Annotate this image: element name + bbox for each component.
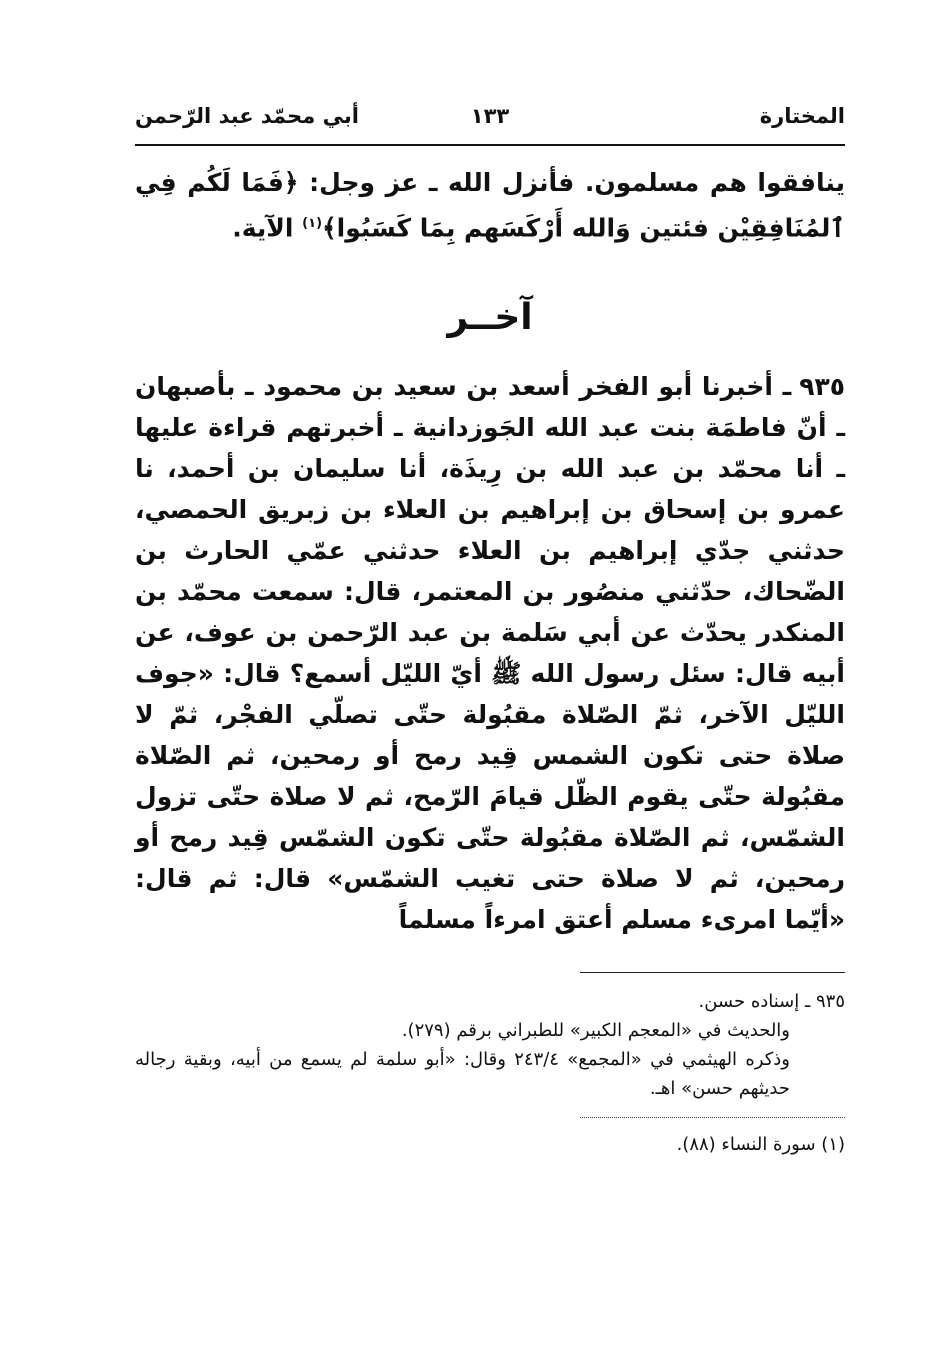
footnotes bbox=[135, 987, 845, 1159]
intro-paragraph bbox=[135, 162, 845, 248]
footnote-marker: (١) bbox=[302, 216, 323, 231]
hadith-paragraph bbox=[135, 366, 845, 940]
header-rule bbox=[135, 144, 845, 146]
running-header bbox=[135, 100, 845, 136]
hadith-number: ٩٣٥ bbox=[799, 372, 845, 402]
footnote-line: ٩٣٥ ـ إسناده حسن. bbox=[698, 991, 845, 1013]
footnote-line: والحديث في «المعجم الكبير» للطبراني برقم (٢٧٩). bbox=[401, 1020, 790, 1042]
intro-text: ينافقوا هم مسلمون. فأنزل الله ـ عز وجل: ﴿فَمَا لَكُم فِي ٱلمُنَافِقِيْن فئتين وَالله أَرْكَسَهم بِمَا كَسَبُوا﴾ bbox=[135, 168, 845, 243]
footnote-reference: (١) سورة النساء (٨٨). bbox=[676, 1134, 845, 1156]
page-number: ١٣٣ bbox=[470, 104, 510, 128]
footnote-separator bbox=[580, 972, 845, 973]
book-title: المختارة bbox=[759, 104, 845, 128]
footnote-dotted-separator bbox=[580, 1117, 845, 1118]
author-name: أبي محمّد عبد الرّحمن bbox=[135, 104, 359, 128]
footnote-line: وذكره الهيثمي في «المجمع» ٢٤٣/٤ وقال: «أبو سلمة لم يسمع من أبيه، وبقية رجاله حديثهم حسن» اهـ. bbox=[135, 1049, 791, 1100]
book-page bbox=[135, 100, 845, 1310]
hadith-text: ـ أخبرنا أبو الفخر أسعد بن سعيد بن محمود ـ بأصبهان ـ أنّ فاطمَة بنت عبد الله الجَوزدانية ـ أخبرتهم قراءة عليها ـ أنا محمّد بن عبد الله بن رِيذَة، أنا سليمان بن أحمد، نا عمرو بن إسحاق بن إبراهيم بن العلاء بن زبريق الحمصي، حدثني جدّي إبراهيم بن العلاء حدثني عمّي الحارث بن الضّحاك، حدّثني منصُور بن المعتمر، قال: سمعت محمّد بن المنكدر يحدّث عن أبي سَلمة بن عبد الرّحمن بن عوف، عن أبيه قال: سئل رسول الله ﷺ أيّ الليّل أسمع؟ قال: «جوف الليّل الآخر، ثمّ الصّلاة مقبُولة حتّى تصلّي الفجْر، ثمّ لا صلاة حتى تكون الشمس قِيد رمح أو رمحين، ثم الصّلاة مقبُولة حتّى يقوم الظّل قيامَ الرّمح، ثم لا صلاة حتّى تزول الشمّس، ثم الصّلاة مقبُولة حتّى تكون الشمّس قِيد رمح أو رمحين، ثم لا صلاة حتى تغيب الشمّس» قال: ثم قال: «أيّما امرىء مسلم أعتق امرءاً مسلماً bbox=[135, 372, 845, 935]
intro-tail: الآية. bbox=[232, 213, 303, 243]
section-heading: آخــر bbox=[447, 297, 533, 339]
